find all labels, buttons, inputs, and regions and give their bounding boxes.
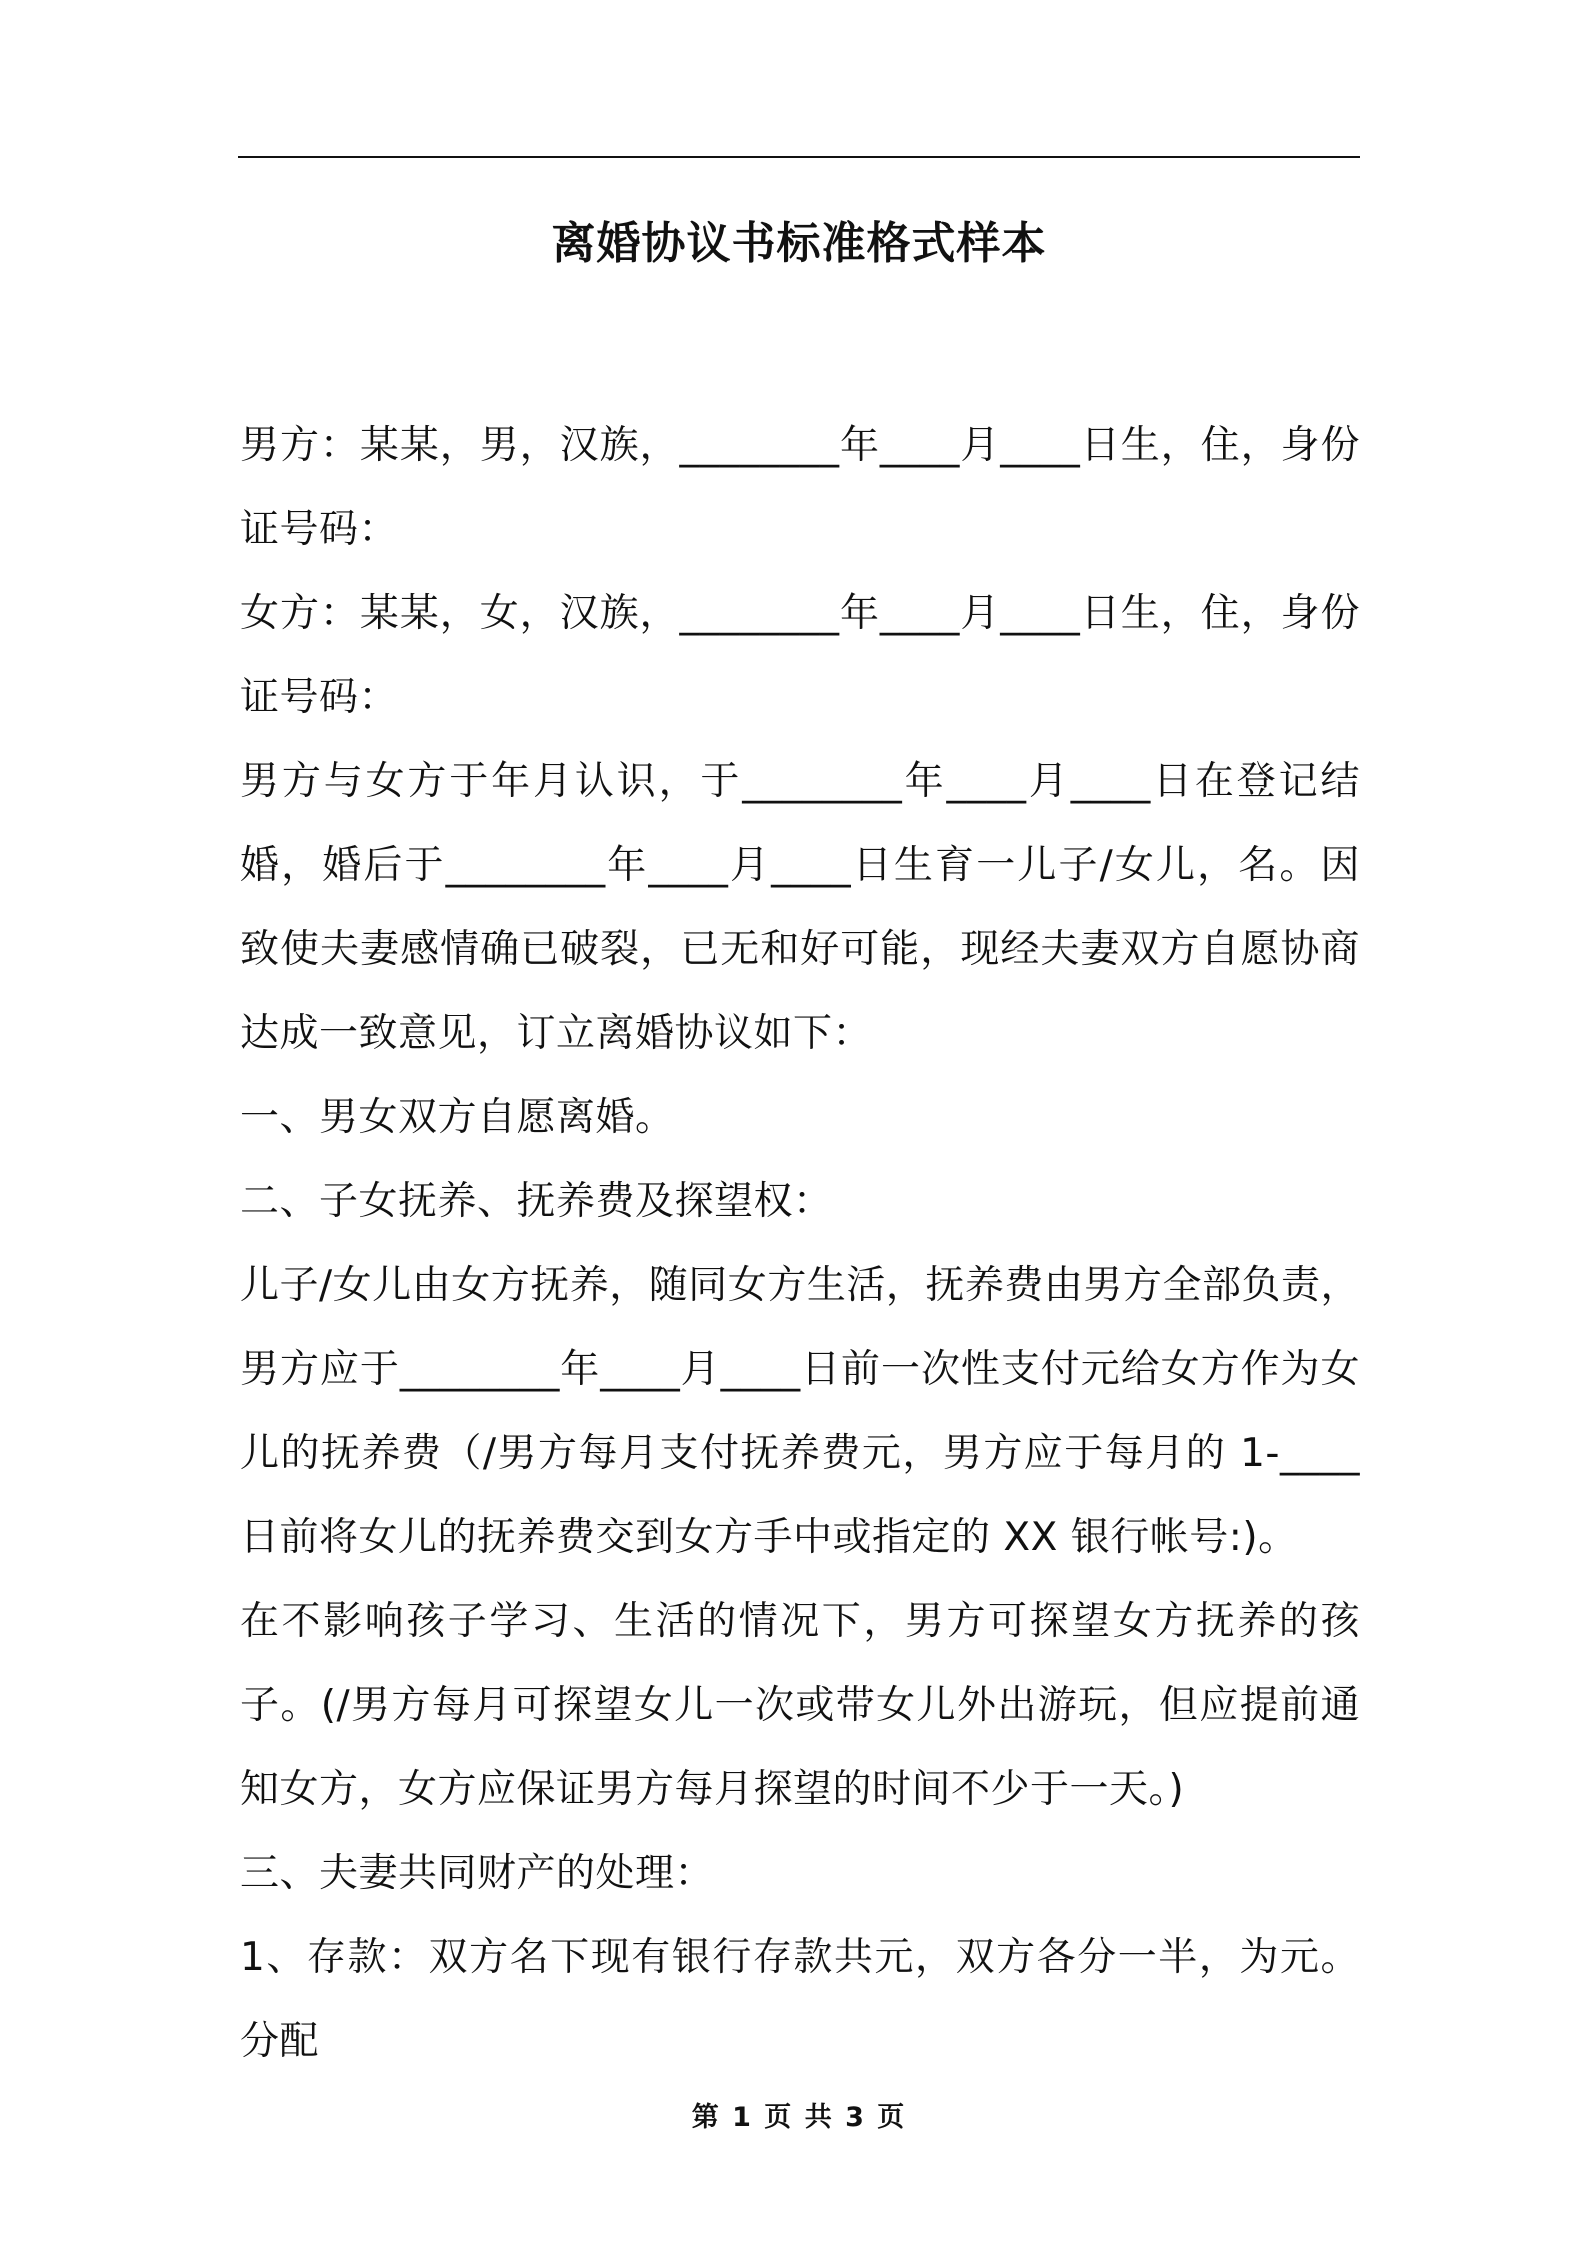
clause-2-heading: 二、子女抚养、抚养费及探望权： bbox=[240, 1179, 833, 1224]
paragraph-visitation: 在不影响孩子学习、生活的情况下，男方可探望女方抚养的孩子。(/男方每月可探望女儿一次或带女儿外出游玩，但应提前通知女方，女方应保证男方每月探望的时间不少于一天。) bbox=[240, 1599, 1360, 1812]
page-number-footer: 第 1 页 共 3 页 bbox=[691, 2102, 907, 2133]
clause-1-divorce: 一、男女双方自愿离婚。 bbox=[240, 1095, 675, 1140]
header-rule bbox=[238, 156, 1360, 158]
document-title: 离婚协议书标准格式样本 bbox=[551, 218, 1047, 269]
paragraph-female-party: 女方：某某，女，汉族，________年____月____日生，住，身份证号码： bbox=[240, 591, 1360, 720]
clause-3-heading: 三、夫妻共同财产的处理： bbox=[240, 1851, 715, 1896]
paragraph-background: 男方与女方于年月认识，于________年____月____日在登记结婚，婚后于________年____月____日生育一儿子/女儿，名。因致使夫妻感情确已破裂，已无和好可能，现经夫妻双方自愿协商达成一致意见，订立离婚协议如下： bbox=[240, 759, 1360, 1056]
document-body bbox=[240, 404, 1360, 2084]
paragraph-child-support: 儿子/女儿由女方抚养，随同女方生活，抚养费由男方全部负责，男方应于________年____月____日前一次性支付元给女方作为女儿的抚养费（/男方每月支付抚养费元，男方应于每月的 1-____日前将女儿的抚养费交到女方手中或指定的 XX 银行帐号:)。 bbox=[240, 1263, 1360, 1560]
paragraph-male-party: 男方：某某，男，汉族，________年____月____日生，住，身份证号码： bbox=[240, 423, 1360, 552]
paragraph-savings: 1、存款：双方名下现有银行存款共元，双方各分一半，为元。分配 bbox=[240, 1935, 1360, 2064]
